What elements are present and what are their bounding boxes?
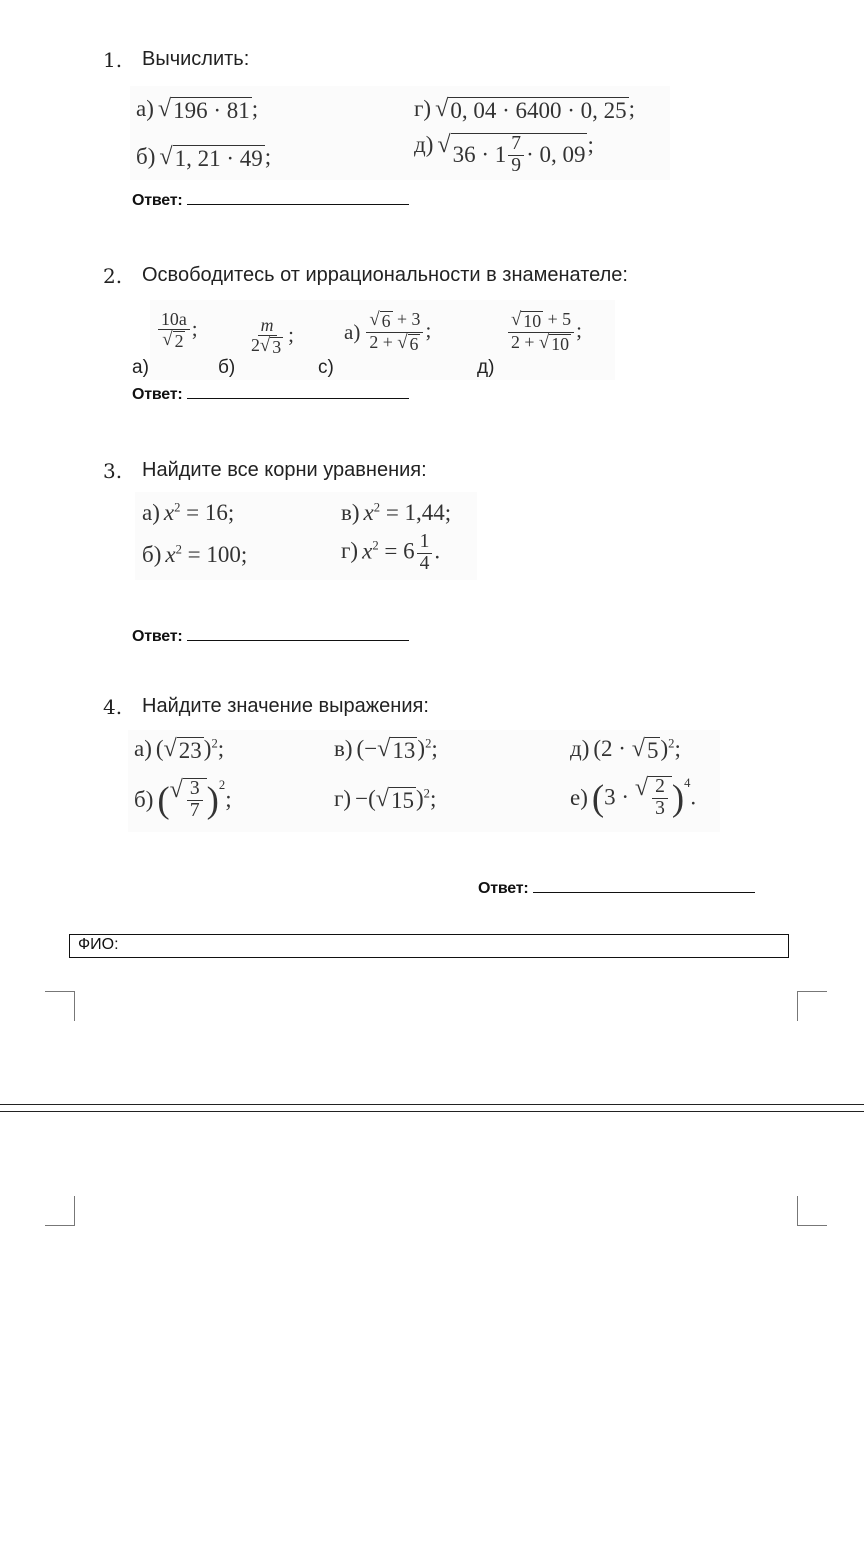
task-4-item-g: г) −( √ 15 )$^2$; xyxy=(334,785,437,813)
radical: √ $\frac{3}{7}$ xyxy=(170,778,207,821)
right-side: = 100; xyxy=(187,542,248,567)
item-label: в) xyxy=(334,736,353,761)
task-4-number: 4. xyxy=(103,695,123,719)
answer-label: Ответ: xyxy=(132,628,183,645)
item-label: е) xyxy=(570,784,588,810)
task-2-label-c: с) xyxy=(318,357,334,378)
exponent: 2 xyxy=(423,786,430,801)
radicand: 196 · 81 xyxy=(173,98,250,123)
punctuation: ; xyxy=(431,736,438,761)
page-break-line xyxy=(0,1104,864,1105)
punctuation: ; xyxy=(425,317,432,342)
fraction-denominator: 7 xyxy=(189,799,200,821)
item-label: д) xyxy=(414,132,434,157)
fraction-numerator: 10a xyxy=(158,310,190,330)
page-corner-mark-top-right xyxy=(797,991,827,1021)
fraction xyxy=(508,134,524,176)
fraction-denominator: 2 √ 3 xyxy=(251,334,282,357)
item-label: г) xyxy=(334,786,352,811)
task-2-item-d xyxy=(506,310,582,354)
radicand: 13 xyxy=(392,738,416,763)
punctuation: ; xyxy=(288,322,294,347)
radical: √ 15 xyxy=(375,785,414,813)
item-label: а) xyxy=(136,96,154,121)
radical: √ 196 · 81 xyxy=(157,95,250,123)
punctuation: ; xyxy=(225,786,232,812)
radicand-post: · 0, 09 xyxy=(526,142,586,168)
exponent: 2 xyxy=(425,736,432,751)
fio-field[interactable] xyxy=(69,934,789,958)
fraction xyxy=(366,310,423,354)
radical: √ 23 xyxy=(163,735,202,763)
radical: √ 5 xyxy=(631,735,659,763)
answer-label: Ответ: xyxy=(132,386,183,403)
punctuation: ; xyxy=(628,96,636,121)
task-2-title: Освободитесь от иррациональности в знаменателе: xyxy=(142,264,628,286)
punctuation: . xyxy=(690,784,697,810)
punctuation: ; xyxy=(251,96,259,121)
right-side: = 16; xyxy=(186,500,235,525)
item-label: а) xyxy=(134,736,152,761)
task-2-item-b xyxy=(246,316,294,357)
exponent: 4 xyxy=(684,776,691,790)
page-corner-mark-bottom-right xyxy=(797,1196,827,1226)
fraction-numerator: √ 6 + 3 xyxy=(366,310,423,333)
radicand-pre: 36 · 1 xyxy=(452,142,507,168)
item-label: г) xyxy=(341,538,359,564)
fraction xyxy=(158,310,190,351)
task-2-item-a xyxy=(156,310,198,351)
task-3-answer xyxy=(132,628,409,646)
task-2-answer xyxy=(132,386,409,404)
exponent: 2 xyxy=(668,736,675,751)
fraction-numerator: 3 xyxy=(187,779,203,801)
task-2-item-c xyxy=(344,310,431,354)
fraction-denominator: 3 xyxy=(655,797,665,819)
item-label: г) xyxy=(414,96,432,121)
item-label: б) xyxy=(142,542,162,567)
fraction-numerator: 2 xyxy=(652,777,668,799)
task-3-item-a xyxy=(142,500,234,526)
task-2-label-d: д) xyxy=(477,357,495,378)
answer-label: Ответ: xyxy=(478,880,529,897)
exponent: 2 xyxy=(218,778,226,792)
punctuation: ; xyxy=(587,132,594,157)
task-3-item-b xyxy=(142,542,247,568)
item-label: д) xyxy=(570,736,590,761)
punctuation: ; xyxy=(264,144,272,169)
task-2-number: 2. xyxy=(103,264,123,288)
task-4-answer xyxy=(478,880,755,898)
answer-label: Ответ: xyxy=(132,192,183,209)
punctuation: ; xyxy=(674,736,681,761)
fraction xyxy=(187,779,203,821)
punctuation: ; xyxy=(191,316,198,341)
exponent: 2 xyxy=(211,736,218,751)
expression-pre: −( xyxy=(355,786,376,811)
exponent: 2 xyxy=(174,500,181,515)
variable: x xyxy=(165,542,176,567)
fraction xyxy=(248,316,286,357)
fraction-numerator: 1 xyxy=(417,532,433,554)
task-2-label-b: б) xyxy=(218,357,236,378)
variable: x xyxy=(363,500,374,525)
right-side: = 1,44; xyxy=(385,500,452,525)
radical: √ $\frac{2}{3}$ xyxy=(635,776,672,819)
page-corner-mark-top-left xyxy=(45,991,75,1021)
task-1-title: Вычислить: xyxy=(142,48,250,70)
task-4-item-e: е) (3 · √ $\frac{2}{3}$ )$^4$. xyxy=(570,774,697,819)
variable: x xyxy=(362,538,373,564)
task-1-item-a xyxy=(136,96,258,123)
exponent: 2 xyxy=(175,542,182,557)
radical: √ 0, 04 · 6400 · 0, 25 xyxy=(435,95,627,123)
expression-pre: (− xyxy=(356,736,378,761)
task-3-title: Найдите все корни уравнения: xyxy=(142,459,427,481)
task-4-title: Найдите значение выражения: xyxy=(142,695,429,717)
fraction-denominator: 2 + √ 6 xyxy=(369,331,419,354)
right-side: = 6 xyxy=(384,538,415,564)
expression-pre: 3 · xyxy=(604,784,630,810)
task-3-item-v xyxy=(341,500,451,526)
punctuation: . xyxy=(434,538,441,564)
answer-line[interactable] xyxy=(533,891,755,893)
scan-item-label: а) xyxy=(344,319,361,344)
task-2-label-a: а) xyxy=(132,357,149,378)
item-label: в) xyxy=(341,500,360,525)
punctuation: ; xyxy=(429,786,437,811)
answer-line[interactable] xyxy=(187,203,409,205)
variable: x xyxy=(163,500,175,525)
answer-line[interactable] xyxy=(187,397,409,399)
fio-label: ФИО: xyxy=(78,936,119,953)
expression-pre: (2 · xyxy=(593,736,626,761)
task-1-item-b xyxy=(136,144,271,171)
fraction-denominator: 2 + √ 10 xyxy=(511,331,570,354)
exponent: 2 xyxy=(373,500,381,515)
radical: √ 1, 21 · 49 xyxy=(159,143,263,171)
task-3-number: 3. xyxy=(103,459,123,483)
task-4-item-b: б) ( √ $\frac{3}{7}$ )$^2$; xyxy=(134,776,232,821)
answer-line[interactable] xyxy=(187,639,409,641)
radicand: 5 xyxy=(646,738,659,763)
task-4-item-a: а) ( √ 23 )$^2$; xyxy=(134,735,225,763)
punctuation: ; xyxy=(217,736,225,761)
fraction-denominator: √ 2 xyxy=(162,328,184,351)
radical: √ 13 xyxy=(377,735,416,763)
radicand: 1, 21 · 49 xyxy=(174,146,263,171)
radicand: 0, 04 · 6400 · 0, 25 xyxy=(450,98,627,123)
item-label: а) xyxy=(142,500,160,525)
exponent: 2 xyxy=(372,538,379,553)
task-1-item-d xyxy=(414,132,594,176)
page-break-line xyxy=(0,1111,864,1112)
fraction-numerator: √ 10 + 5 xyxy=(508,310,574,333)
fraction-denominator: 9 xyxy=(511,154,522,176)
fraction-numerator: 7 xyxy=(508,134,524,156)
task-4-item-v: в) (− √ 13 )$^2$; xyxy=(334,735,438,763)
item-label: б) xyxy=(136,144,156,169)
task-3-item-g xyxy=(341,532,440,574)
task-1-item-g xyxy=(414,96,635,123)
page-corner-mark-bottom-left xyxy=(45,1196,75,1226)
fraction xyxy=(417,532,433,574)
fraction xyxy=(652,777,668,819)
task-4-item-d: д) (2 · √ 5 )$^2$; xyxy=(570,735,681,763)
task-1-number: 1. xyxy=(103,48,123,72)
radical: √ 36 · 1 $\frac{7}{9}$ · 0, 09 xyxy=(437,131,586,176)
radicand: 15 xyxy=(390,788,414,813)
fraction xyxy=(508,310,574,354)
task-1-answer xyxy=(132,192,409,210)
fraction-numerator: m xyxy=(258,316,277,336)
radicand: 23 xyxy=(178,738,202,763)
item-label: б) xyxy=(134,786,154,812)
punctuation: ; xyxy=(576,317,582,342)
fraction-denominator: 4 xyxy=(419,552,430,574)
